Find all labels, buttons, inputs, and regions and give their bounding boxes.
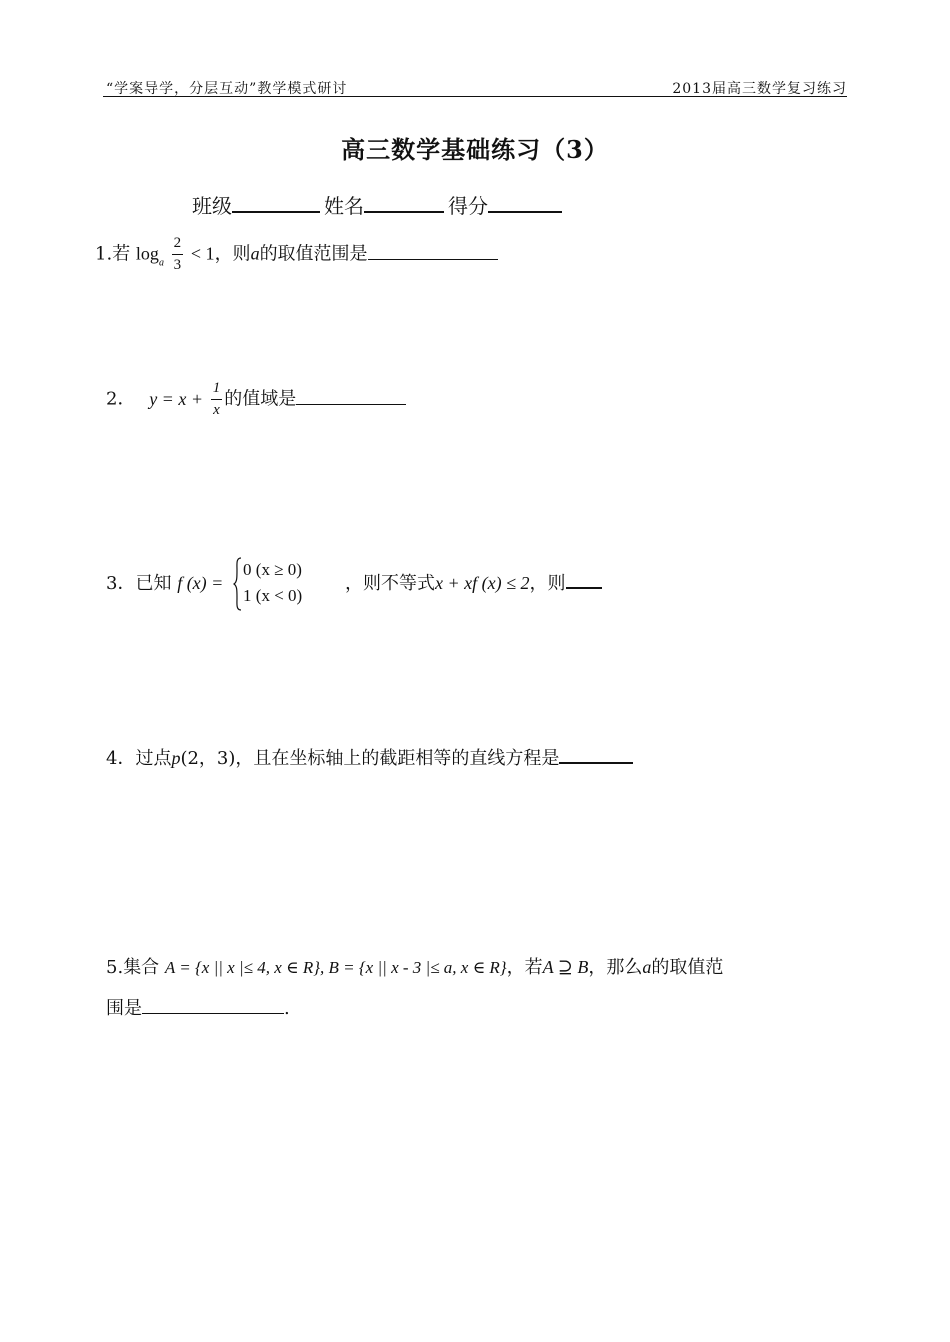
score-label: 得分 [448, 194, 488, 218]
q3-number: 3． [106, 573, 136, 594]
q5-relation: A ⊇ B [542, 957, 589, 977]
q3-mid: ，则不等式 [345, 573, 436, 594]
question-3 [106, 556, 602, 612]
q3-answer-blank[interactable] [566, 571, 602, 589]
question-5 [106, 953, 723, 979]
q1-post: 的取值范围是 [259, 243, 368, 265]
q1-number: 1. [95, 243, 113, 265]
q1-fraction [172, 236, 184, 273]
name-label: 姓名 [324, 194, 364, 218]
q2-number: 2． [106, 388, 136, 410]
q1-answer-blank[interactable] [368, 243, 498, 260]
q1-frac-den: 3 [173, 257, 182, 273]
class-blank[interactable] [232, 193, 320, 213]
q4-pre: 过点 [135, 748, 172, 769]
q3-case-1: 0 (x ≥ 0) [243, 560, 302, 579]
q1-var: a [250, 243, 260, 264]
class-label: 班级 [192, 194, 232, 218]
q3-piecewise [233, 556, 345, 612]
q2-frac-den: x [213, 402, 220, 418]
brace-icon [233, 556, 243, 612]
q5-line2: 围是 [106, 998, 142, 1019]
q2-post: 的值域是 [224, 388, 297, 410]
q4-post: (2，3)，且在坐标轴上的截距相等的直线方程是 [180, 748, 560, 769]
q5-answer-blank[interactable] [142, 997, 284, 1014]
header-divider [103, 96, 847, 97]
page-title: 高三数学基础练习（3） [341, 135, 609, 164]
q3-post: ，则 [529, 573, 566, 594]
q5-post1: ，那么 [588, 957, 643, 978]
score-blank[interactable] [488, 193, 562, 213]
q4-number: 4． [106, 748, 136, 769]
q3-case-2: 1 (x < 0) [243, 586, 303, 605]
q5-pre: 集合 [123, 957, 160, 978]
question-1 [95, 236, 498, 273]
question-2 [106, 381, 406, 418]
q1-mid: ，则 [214, 243, 251, 265]
name-blank[interactable] [364, 193, 444, 213]
q5-post2: 的取值范 [651, 957, 724, 978]
q4-point: p [171, 748, 181, 768]
student-info-line [192, 190, 566, 219]
q1-frac-num: 2 [173, 235, 182, 251]
q1-pre: 若 [112, 243, 131, 265]
q5-expression: A = {x || x |≤ 4, x ∈ R}, B = {x || x - 3 |≤ a, x ∈ R} [164, 958, 507, 977]
header-right-text: 2013届高三数学复习练习 [672, 81, 847, 97]
q3-pre: 已知 [135, 573, 172, 594]
q2-frac-num: 1 [212, 380, 221, 396]
q1-log-base: a [158, 257, 164, 269]
q5-mid: ，若 [506, 957, 543, 978]
q3-function: f (x) = [177, 573, 224, 593]
q2-expression: y = x + [149, 388, 203, 409]
q2-answer-blank[interactable] [296, 388, 406, 405]
q1-inequality: < 1 [190, 243, 215, 264]
q5-var: a [642, 957, 652, 977]
header-left-text: “学案导学，分层互动”教学模式研讨 [106, 81, 348, 97]
q3-inequality: x + xf (x) ≤ 2 [435, 573, 530, 593]
question-4 [106, 744, 633, 770]
q5-end: . [284, 998, 290, 1019]
q1-log: log [135, 243, 159, 264]
q4-answer-blank[interactable] [559, 746, 633, 764]
question-5-line-2 [106, 994, 290, 1020]
q2-fraction [211, 381, 223, 418]
q5-number: 5. [106, 957, 124, 978]
